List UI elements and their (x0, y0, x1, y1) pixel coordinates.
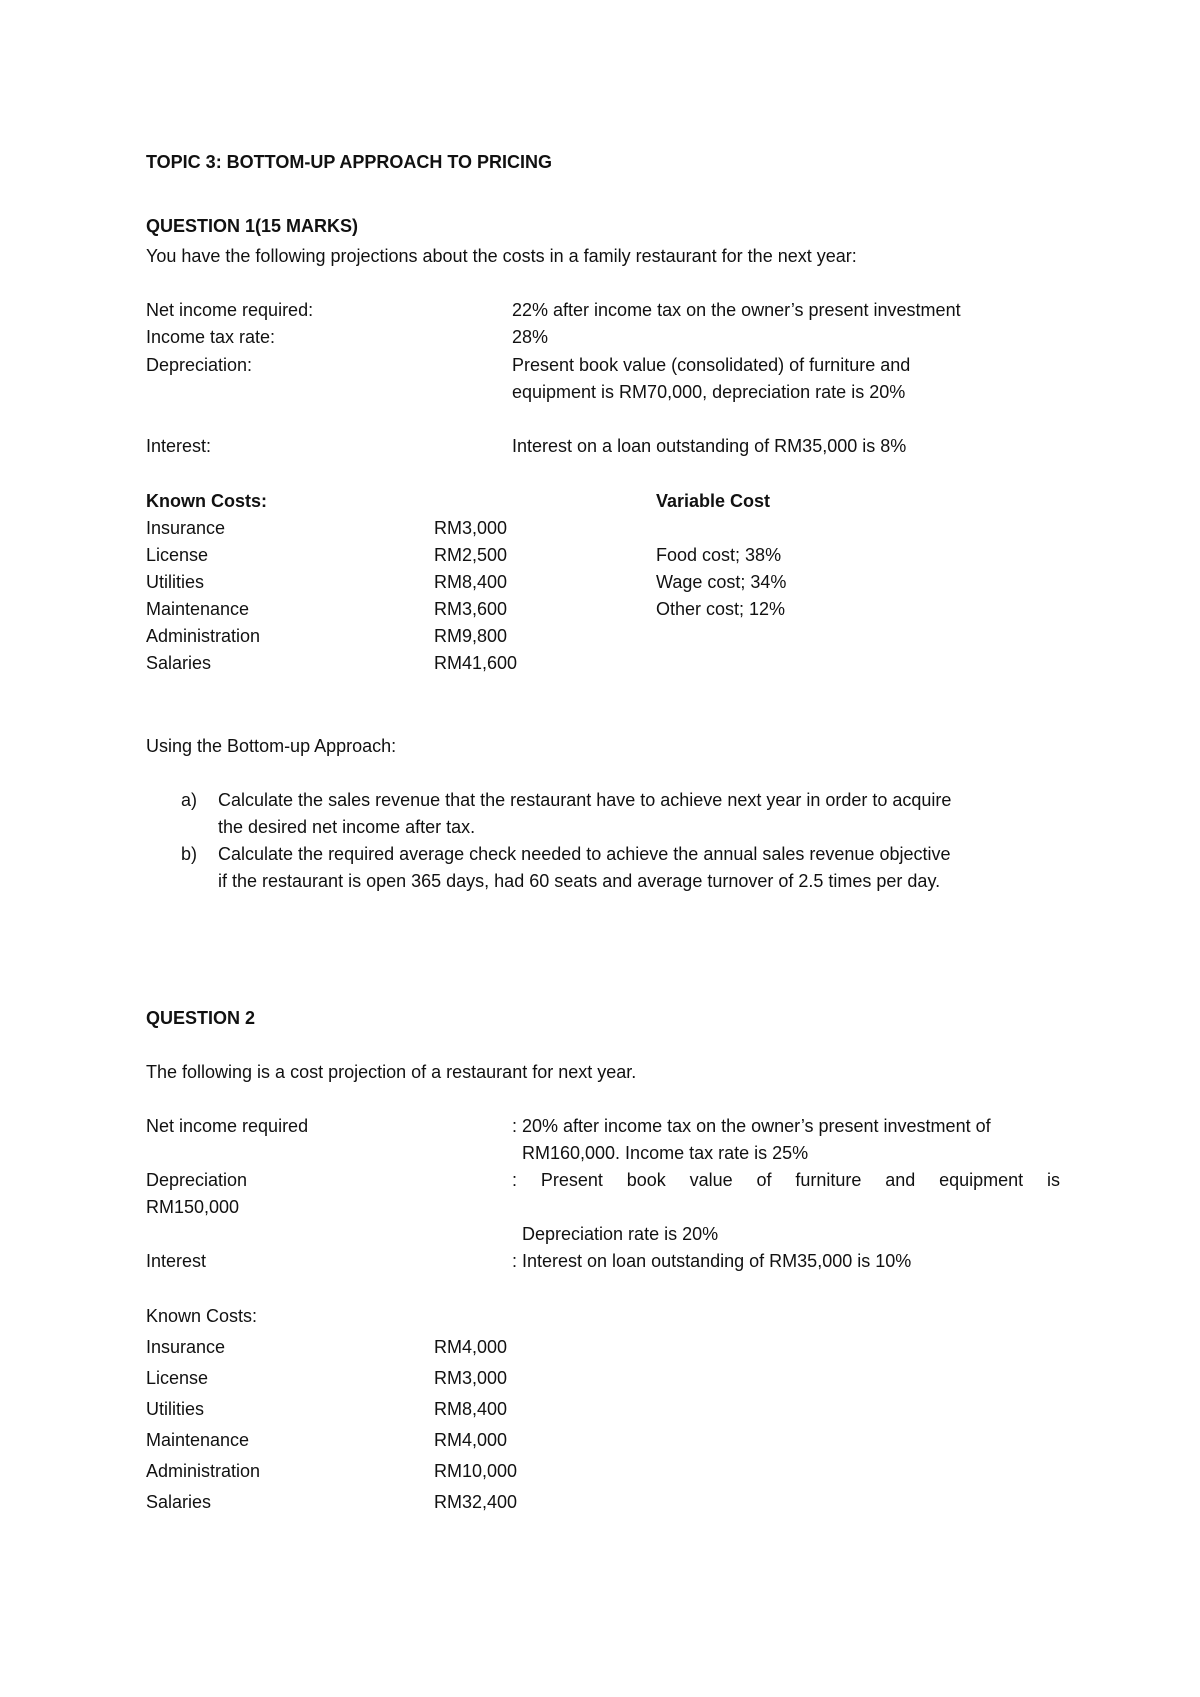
q2-interest-label: Interest (146, 1251, 207, 1271)
q1-tax-label: Income tax rate: (146, 327, 276, 347)
q1-dep-value-2: equipment is RM70,000, depreciation rate is 20% (512, 382, 906, 402)
q1-known-cost-name: Insurance (146, 518, 226, 538)
q2-dep-label: Depreciation (146, 1170, 248, 1190)
q1-known-cost-amount: RM3,000 (434, 518, 508, 538)
q1-item-a-line2: the desired net income after tax. (218, 817, 476, 837)
q1-known-cost-amount: RM3,600 (434, 599, 508, 619)
q2-known-costs-heading: Known Costs: (146, 1306, 258, 1326)
q2-interest-value: : Interest on loan outstanding of RM35,000 is 10% (512, 1251, 912, 1271)
q1-approach-text: Using the Bottom-up Approach: (146, 736, 397, 756)
q2-known-cost-name: Maintenance (146, 1430, 250, 1450)
q1-known-cost-name: Salaries (146, 653, 212, 673)
q1-known-cost-name: Maintenance (146, 599, 250, 619)
q1-tax-value: 28% (512, 327, 549, 347)
q2-dep-label-cont: RM150,000 (146, 1197, 240, 1217)
q2-known-cost-name: License (146, 1368, 209, 1388)
q2-known-cost-amount: RM32,400 (434, 1492, 518, 1512)
q1-variable-cost: Wage cost; 34% (656, 572, 787, 592)
q2-known-cost-name: Insurance (146, 1337, 226, 1357)
q1-item-b-line2: if the restaurant is open 365 days, had 60 seats and average turnover of 2.5 times per day. (218, 871, 941, 891)
q2-known-cost-amount: RM8,400 (434, 1399, 508, 1419)
q1-known-cost-amount: RM9,800 (434, 626, 508, 646)
q1-known-cost-name: License (146, 545, 209, 565)
q2-known-cost-amount: RM3,000 (434, 1368, 508, 1388)
q1-known-cost-name: Administration (146, 626, 261, 646)
q1-known-cost-name: Utilities (146, 572, 205, 592)
q2-net-income-value-2: RM160,000. Income tax rate is 25% (522, 1143, 809, 1163)
q2-known-cost-name: Administration (146, 1461, 261, 1481)
q2-intro: The following is a cost projection of a restaurant for next year. (146, 1062, 637, 1082)
q1-interest-label: Interest: (146, 436, 212, 456)
q1-net-income-value: 22% after income tax on the owner’s present investment (512, 300, 961, 320)
q1-interest-value: Interest on a loan outstanding of RM35,000 is 8% (512, 436, 907, 456)
q1-known-costs-heading: Known Costs: (146, 491, 267, 511)
q1-heading: QUESTION 1(15 MARKS) (146, 216, 359, 236)
q2-heading: QUESTION 2 (146, 1008, 256, 1028)
q1-known-cost-amount: RM2,500 (434, 545, 508, 565)
q1-item-b-line1: Calculate the required average check needed to achieve the annual sales revenue objective (218, 844, 951, 864)
q1-known-cost-amount: RM41,600 (434, 653, 518, 673)
q2-known-cost-amount: RM4,000 (434, 1337, 508, 1357)
q2-dep-value-2: Depreciation rate is 20% (522, 1224, 719, 1244)
q1-dep-label: Depreciation: (146, 355, 253, 375)
q2-dep-value-1: : Present book value of furniture and equipment is (512, 1170, 1060, 1190)
q2-known-cost-name: Utilities (146, 1399, 205, 1419)
q1-item-a-label: a) (181, 790, 198, 810)
q1-item-a-line1: Calculate the sales revenue that the restaurant have to achieve next year in order to acquire (218, 790, 952, 810)
q2-net-income-value-1: : 20% after income tax on the owner’s present investment of (512, 1116, 991, 1136)
q1-variable-cost-heading: Variable Cost (656, 491, 771, 511)
q1-known-cost-amount: RM8,400 (434, 572, 508, 592)
topic-title: TOPIC 3: BOTTOM-UP APPROACH TO PRICING (146, 152, 553, 172)
q1-variable-cost: Food cost; 38% (656, 545, 782, 565)
q2-net-income-label: Net income required (146, 1116, 309, 1136)
q1-dep-value-1: Present book value (consolidated) of furniture and (512, 355, 911, 375)
q1-variable-cost: Other cost; 12% (656, 599, 786, 619)
q1-net-income-label: Net income required: (146, 300, 314, 320)
q2-known-cost-name: Salaries (146, 1492, 212, 1512)
q1-item-b-label: b) (181, 844, 198, 864)
q2-known-cost-amount: RM10,000 (434, 1461, 518, 1481)
q2-known-cost-amount: RM4,000 (434, 1430, 508, 1450)
q1-intro: You have the following projections about the costs in a family restaurant for the next year: (146, 246, 857, 266)
